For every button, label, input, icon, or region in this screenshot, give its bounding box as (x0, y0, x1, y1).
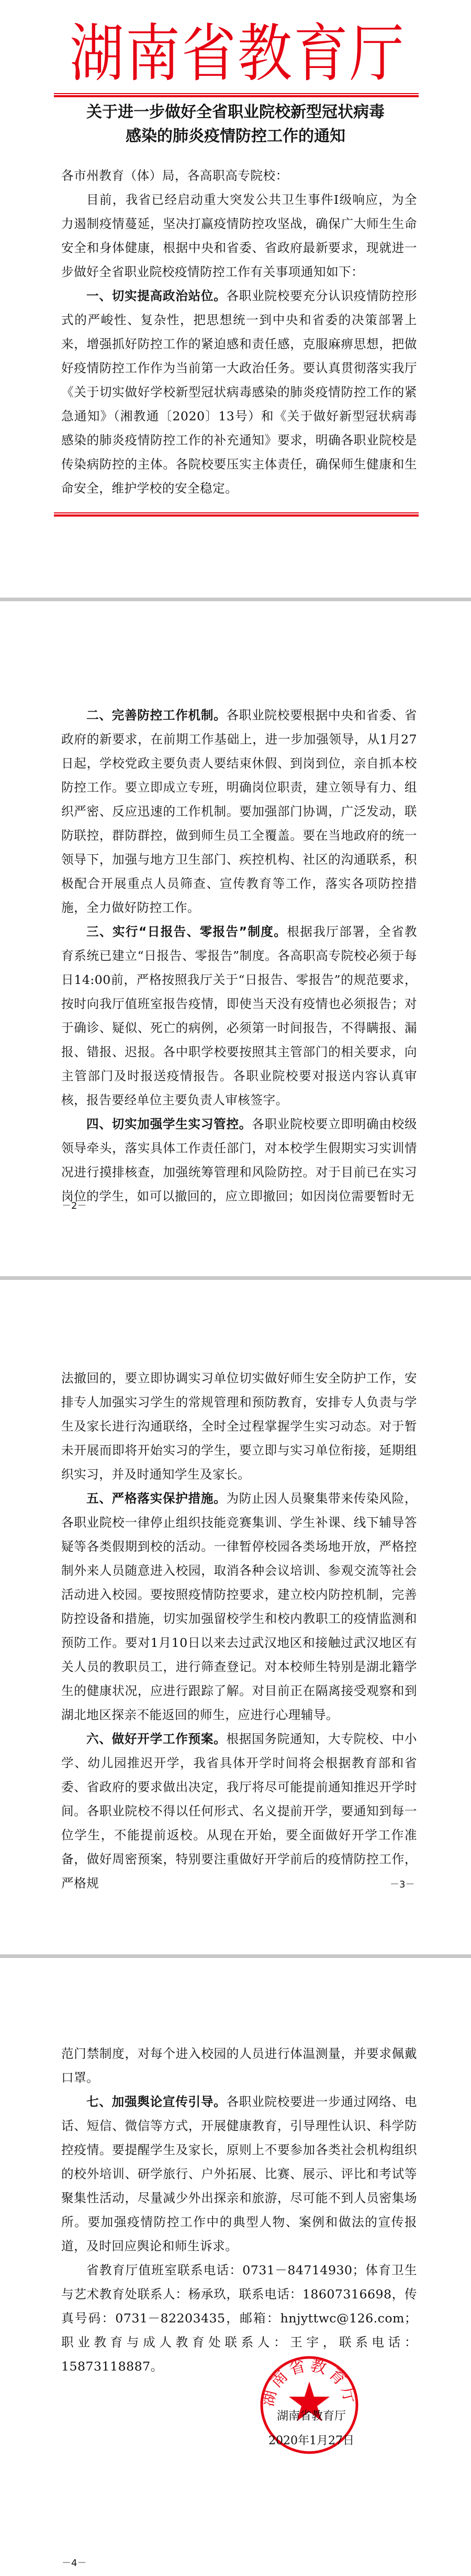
intro-paragraph: 目前，我省已经启动重大突发公共卫生事件Ⅰ级响应，为全力遏制疫情蔓延，坚决打赢疫情防控攻坚战，确保广大师生生命安全和身体健康，根据中央和省委、省政府最新要求，现就进一步做好全省职业院校疫情防控工作有关事项通知如下： (61, 192, 417, 279)
masthead-char: 教 (237, 16, 292, 90)
section-5-heading: 五、严格落实保护措施。 (86, 1491, 227, 1506)
page-break (0, 1276, 471, 1280)
page-2-body (61, 703, 417, 1208)
section-2-heading: 二、完善防控工作机制。 (86, 708, 227, 723)
section-5-body: 为防止因人员聚集带来传染风险，各职业院校一律停止组织技能竞赛集训、学生补课、线下辅导答疑等各类假期到校的活动。一律暂停校园各类场地开放，严格控制外来人员随意进入校园，取消各种会议培训、参观交流等社会活动进入校园。要按照疫情防控要求，建立校内防控机制，完善防控设备和措施，切实加强留校学生和校内教职工的疫情监测和预防工作。要对1月10日以来去过武汉地区和接触过武汉地区有关人员的教职员工，进行筛查登记。对本校师生特别是湖北籍学生的健康状况，应进行跟踪了解。对目前正在隔离接受观察和到湖北地区探亲不能返回的师生，应进行心理辅导。 (61, 1491, 418, 1722)
masthead-red-rule (54, 93, 419, 97)
section-4-body-part1: 各职业院校要立即明确由校级领导牵头，落实具体工作责任部门，对本校学生假期实习实训情况进行摸排核查，加强统筹管理和风险防控。对于目前已在实习岗位的学生，如可以撤回的，应立即撤回；如因岗位需要暂时无 (61, 1117, 418, 1204)
section-4-heading: 四、切实加强学生实习管控。 (86, 1117, 252, 1131)
salutation: 各市州教育（体）局，各高职高专院校： (61, 168, 288, 183)
section-3 (61, 920, 417, 1112)
masthead-char: 省 (181, 16, 236, 90)
section-6 (61, 1727, 417, 1895)
section-2 (61, 703, 417, 920)
masthead (54, 16, 419, 90)
page-3-body (61, 1366, 417, 1895)
page-number: －4－ (62, 2558, 87, 2569)
title-line-1: 关于进一步做好全省职业院校新型冠状病毒 (86, 103, 385, 121)
section-5 (61, 1486, 417, 1727)
masthead-char: 湖 (70, 16, 125, 90)
page-1 (0, 0, 471, 598)
section-1-heading: 一、切实提高政治站位。 (86, 289, 227, 303)
section-6-body-part1: 根据国务院通知，大专院校、中小学、幼儿园推迟开学，我省具体开学时间将会根据教育部和省委、省政府的要求做出决定，我厅将尽可能提前通知推迟开学时间。各职业院校不得以任何形式、名义提前开学，要通知到每一位学生，不能提前返校。从现在开始，要全面做好开学工作准备，做好周密预案，特别要注重做好开学前后的疫情防控工作，严格规 (61, 1732, 418, 1891)
title-line-2: 感染的肺炎疫情防控工作的通知 (126, 127, 345, 145)
section-7-heading: 七、加强舆论宣传引导。 (86, 2094, 227, 2109)
page-1-body (61, 164, 417, 500)
section-6-continued: 范门禁制度，对每个进入校园的人员进行体温测量，并要求佩戴口罩。 (61, 2046, 417, 2085)
document-title (68, 100, 403, 148)
masthead-char: 育 (293, 16, 348, 90)
page-break (0, 1954, 471, 1958)
page-4-body (61, 2042, 417, 2378)
signature-org: 湖南省教育厅 (276, 2410, 346, 2423)
page-3 (0, 1280, 471, 1954)
footer-red-rule (54, 512, 419, 517)
section-2-body: 各职业院校要根据中央和省委、省政府的新要求，在前期工作基础上，进一步加强领导，从1月27日起，学校党政主要负责人要结束休假、到岗到位，亲自抓本校防控工作。要立即成立专班，明确岗位职责，建立领导有力、组织严密、反应迅速的工作机制。要加强部门协调，广泛发动，联防联控，群防群控，做到师生员工全覆盖。要在当地政府的统一领导下，加强与地方卫生部门、疾控机构、社区的沟通联系，积极配合开展重点人员筛查、宣传教育等工作，落实各项防控措施，全力做好防控工作。 (61, 708, 418, 915)
section-4-continued: 法撤回的，要立即协调实习单位切实做好师生安全防护工作，安排专人加强实习学生的常规管理和预防教育，安排专人负责与学生及家长进行沟通联络，全时全过程掌握学生实习动态。对于暂未开展而即将开始实习的学生，要立即与实习单位衔接，延期组织实习，并及时通知学生及家长。 (61, 1371, 417, 1482)
masthead-char: 厅 (349, 16, 404, 90)
seal-ring-text: 湖南省教育厅 (260, 2356, 359, 2408)
signature-date: 2020年1月27日 (268, 2434, 354, 2447)
section-3-body: 根据我厅部署，全省教育系统已建立“日报告、零报告”制度。各高职高专院校必须于每日14:00前，严格按照我厅关于“日报告、零报告”的规范要求，按时向我厅值班室报告疫情，即使当天没有疫情也必须报告；对于确诊、疑似、死亡的病例，必须第一时间报告，不得瞒报、漏报、错报、迟报。各中职学校要按照其主管部门的相关要求，向主管部门及时报送疫情报告。各职业院校要对报送内容认真审核，报告要经单位主要负责人审核签字。 (61, 924, 417, 1107)
page-4 (0, 1958, 471, 2576)
page-break (0, 598, 471, 601)
masthead-char: 南 (125, 16, 180, 90)
section-3-heading: 三、实行“日报告、零报告”制度。 (86, 924, 287, 939)
section-1 (61, 284, 417, 500)
section-6-heading: 六、做好开学工作预案。 (86, 1732, 227, 1746)
section-4 (61, 1112, 417, 1208)
section-1-body: 各职业院校要充分认识疫情防控形式的严峻性、复杂性，把思想统一到中央和省委的决策部署上来，增强抓好防控工作的紧迫感和责任感，克服麻痹思想，把做好疫情防控工作作为当前第一大政治任务。要认真贯彻落实我厅《关于切实做好学校新型冠状病毒感染的肺炎疫情防控工作的紧急通知》（湘教通〔2020〕13号）和《关于做好新型冠状病毒感染的肺炎疫情防控工作的补充通知》要求，明确各职业院校是传染病防控的主体。各院校要压实主体责任，确保师生健康和生命安全，维护学校的安全稳定。 (61, 289, 418, 496)
section-7-body: 各职业院校要进一步通过网络、电话、短信、微信等方式，开展健康教育，引导理性认识、科学防控疫情。要提醒学生及家长，原则上不要参加各类社会机构组织的校外培训、研学旅行、户外拓展、比赛、展示、评比和考试等聚集性活动，尽量减少外出探亲和旅游，尽可能不到人员密集场所。要加强疫情防控工作中的典型人物、案例和做法的宣传报道，及时回应舆论和师生诉求。 (61, 2094, 418, 2253)
section-7 (61, 2090, 417, 2258)
page-number: －3－ (390, 1879, 415, 1890)
page-2 (0, 601, 471, 1276)
page-number: －2－ (62, 1200, 87, 1211)
contact-info: 省教育厅值班室联系电话：0731－84714930；体育卫生与艺术教育处联系人：杨承玖，联系电话：18607316698，传真号码：0731－82203435，邮箱：hnjyttwc@126.com；职业教育与成人教育处联系人：王宇，联系电话：15873118887。 (61, 2263, 417, 2374)
